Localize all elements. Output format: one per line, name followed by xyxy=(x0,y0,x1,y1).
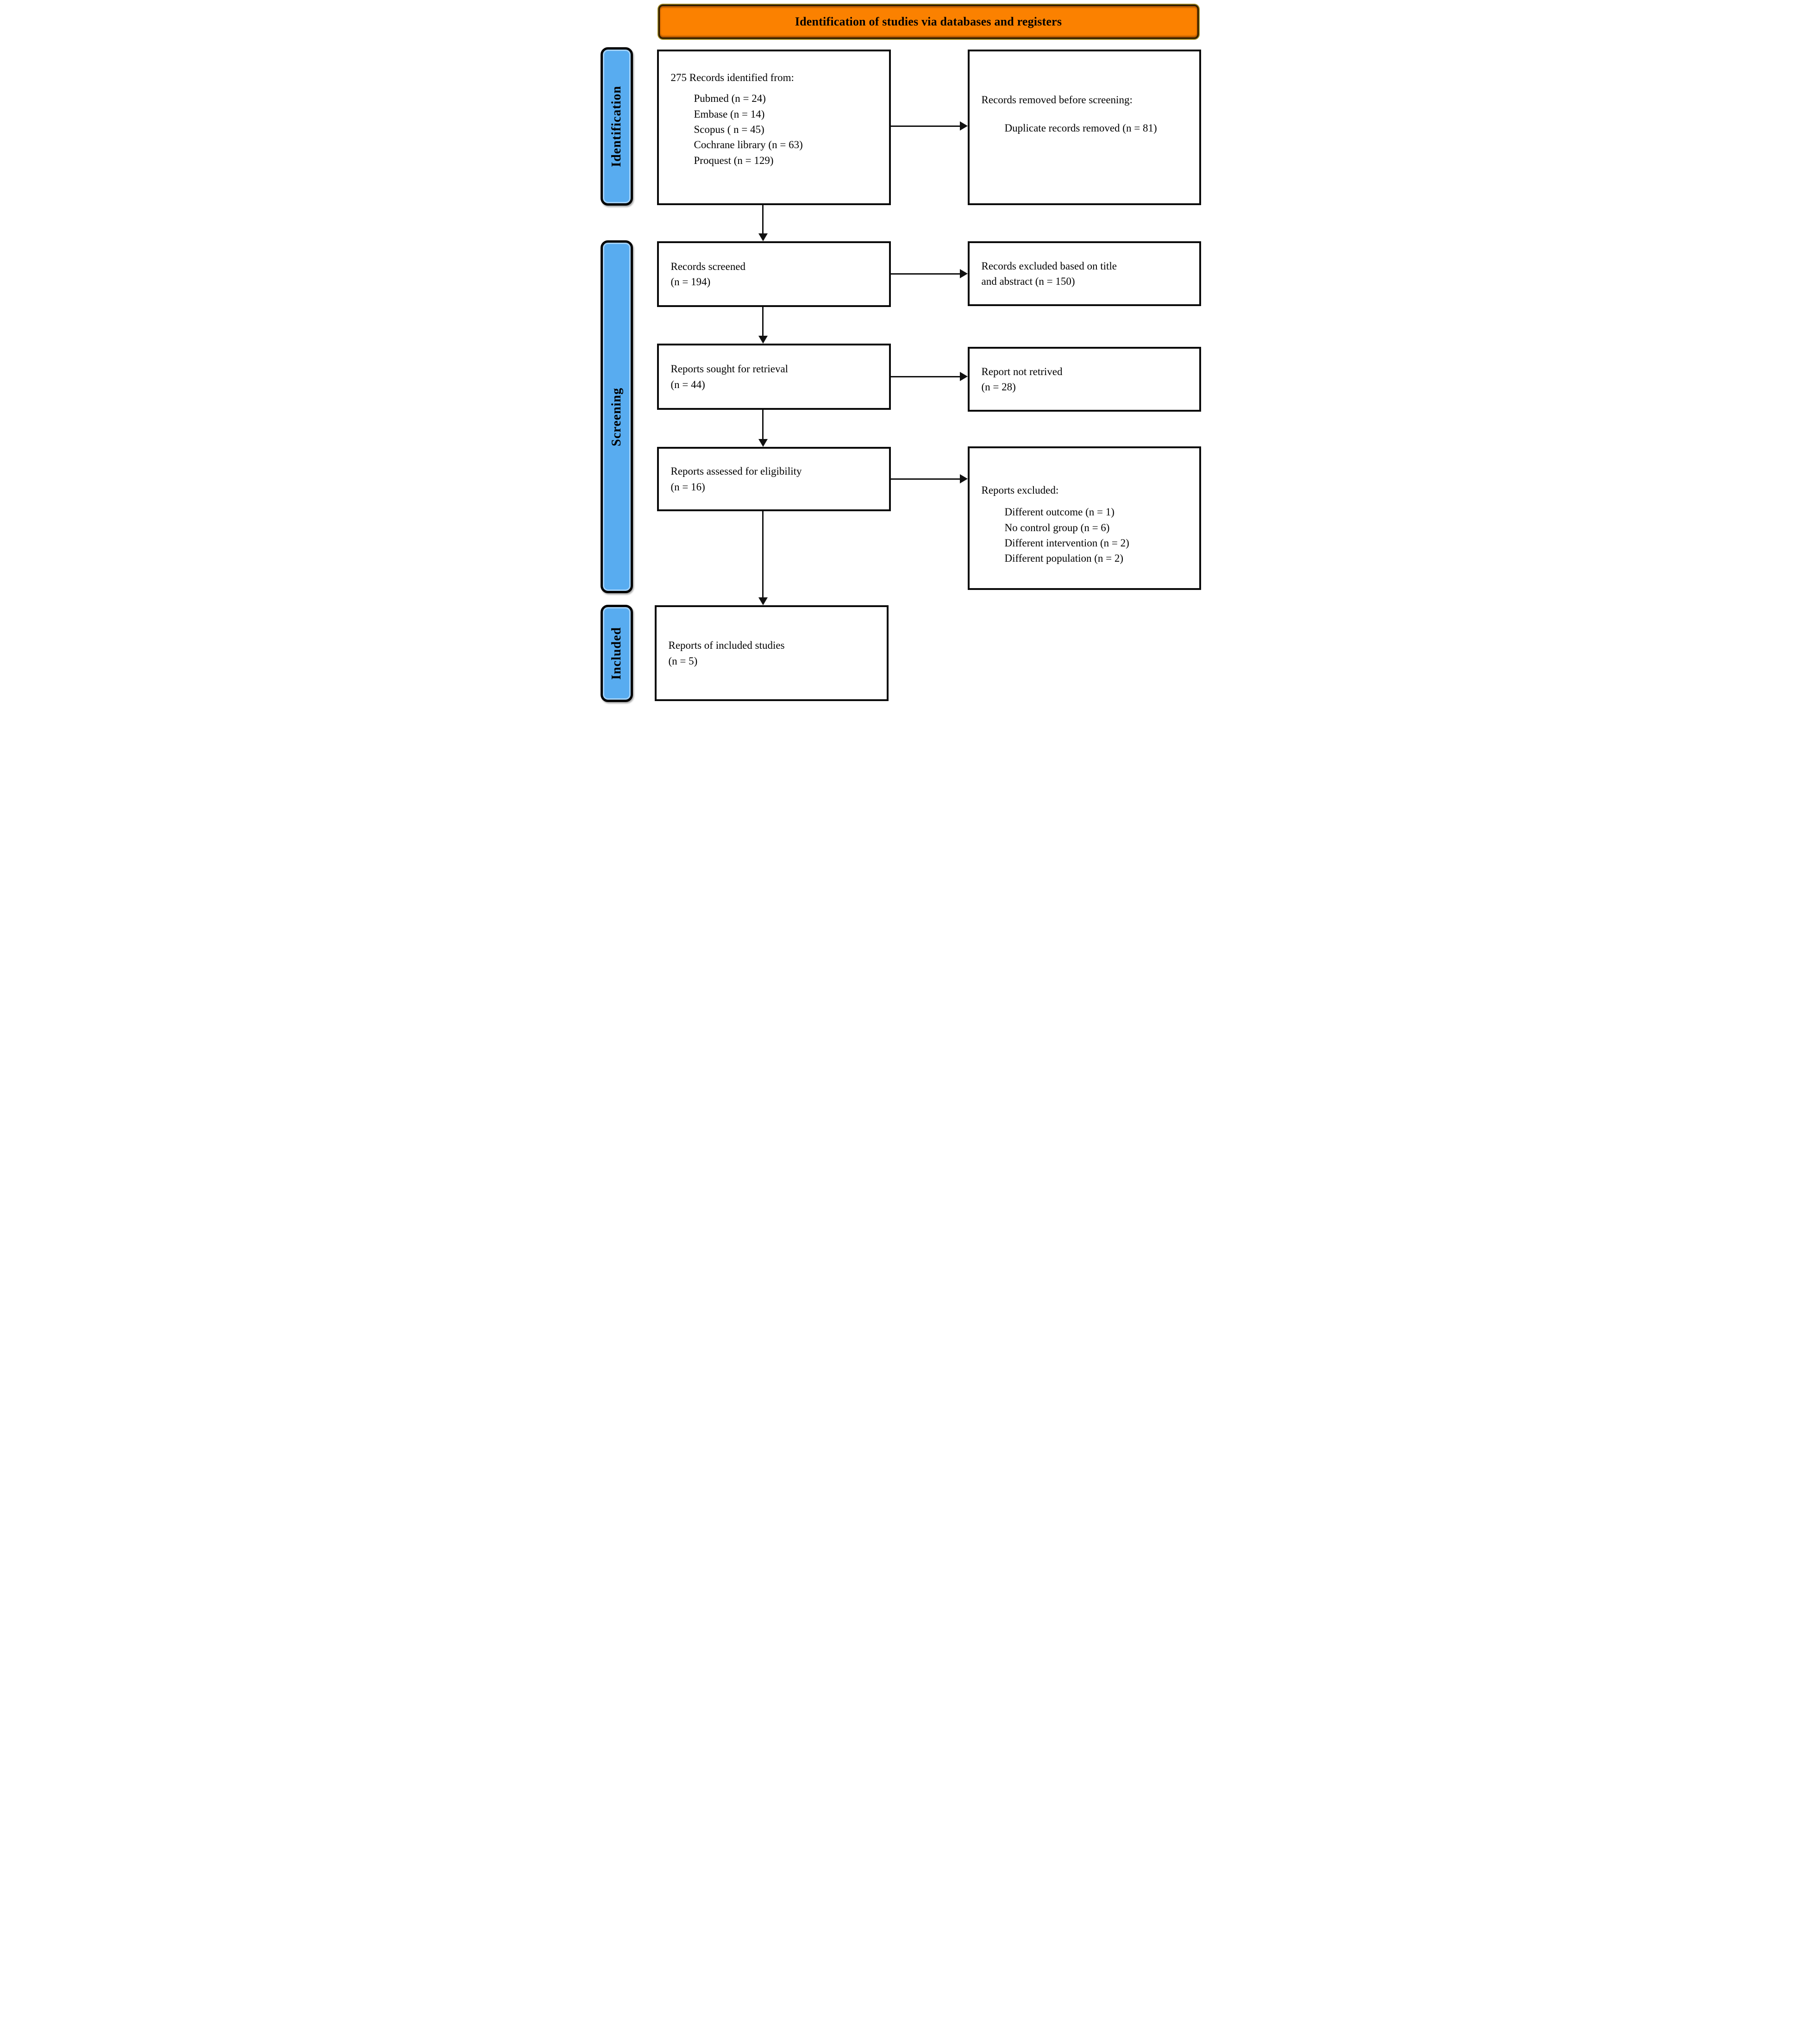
reports-sought-line2: (n = 44) xyxy=(670,378,705,390)
flow-arrow-right-identified-to-removed xyxy=(891,121,968,131)
stage-label-screening xyxy=(601,240,633,593)
list-item: Duplicate records removed (n = 81) xyxy=(1004,122,1157,134)
reports-not-retrieved-line1: Report not retrived xyxy=(981,365,1063,377)
stage-label-screening-text: Screening xyxy=(609,387,624,446)
list-item: No control group (n = 6) xyxy=(1004,521,1110,533)
arrow-shaft xyxy=(891,376,961,377)
box-reports-sought xyxy=(657,344,891,410)
box-records-identified xyxy=(657,50,891,205)
reports-included-line2: (n = 5) xyxy=(668,655,698,667)
records-removed-list xyxy=(982,120,1193,136)
arrow-head-down-icon xyxy=(758,597,768,605)
flow-arrow-down-screened-to-sought xyxy=(758,307,768,344)
reports-assessed-line1: Reports assessed for eligibility xyxy=(670,465,802,477)
flow-arrow-down-sought-to-assessed xyxy=(758,410,768,447)
reports-sought-line1: Reports sought for retrieval xyxy=(670,363,789,375)
arrow-head-down-icon xyxy=(758,439,768,447)
list-item: Embase (n = 14) xyxy=(694,108,765,120)
diagram-title-banner xyxy=(658,5,1199,39)
reports-included-line1: Reports of included studies xyxy=(668,640,785,652)
box-records-screened xyxy=(657,241,891,307)
records-excluded-line2: and abstract (n = 150) xyxy=(981,276,1075,287)
flow-arrow-right-sought-to-not-retrieved xyxy=(891,372,968,381)
arrow-shaft xyxy=(891,273,961,275)
arrow-head-down-icon xyxy=(758,233,768,241)
list-item: Different outcome (n = 1) xyxy=(1004,506,1115,518)
arrow-head-right-icon xyxy=(960,269,968,278)
stage-label-included xyxy=(601,605,633,702)
flow-arrow-right-screened-to-excluded xyxy=(891,269,968,278)
arrow-head-right-icon xyxy=(960,121,968,131)
prisma-flow-diagram xyxy=(590,0,1226,715)
list-item: Cochrane library (n = 63) xyxy=(694,139,803,151)
records-identified-list xyxy=(671,91,882,168)
arrow-shaft xyxy=(762,307,764,337)
records-excluded-line1: Records excluded based on title xyxy=(981,260,1117,272)
stage-label-identification xyxy=(601,47,633,206)
flow-arrow-down-assessed-to-included xyxy=(758,511,768,605)
reports-assessed-line2: (n = 16) xyxy=(670,481,705,493)
diagram-title: Identification of studies via databases and registers xyxy=(795,15,1062,28)
arrow-head-down-icon xyxy=(758,336,768,344)
list-item: Proquest (n = 129) xyxy=(694,154,774,166)
list-item: Different intervention (n = 2) xyxy=(1004,537,1129,549)
records-screened-line2: (n = 194) xyxy=(670,276,711,288)
flow-arrow-right-assessed-to-excluded xyxy=(891,474,968,483)
box-reports-excluded xyxy=(968,446,1201,590)
arrow-shaft xyxy=(762,410,764,440)
arrow-shaft xyxy=(762,511,764,599)
arrow-head-right-icon xyxy=(960,372,968,381)
box-reports-included xyxy=(655,605,889,701)
reports-not-retrieved-line2: (n = 28) xyxy=(981,381,1016,393)
arrow-shaft xyxy=(891,478,961,480)
box-records-excluded xyxy=(968,241,1201,306)
box-reports-not-retrieved xyxy=(968,347,1201,412)
list-item: Scopus ( n = 45) xyxy=(694,124,764,136)
box-reports-assessed xyxy=(657,447,891,511)
arrow-shaft xyxy=(891,125,961,127)
stage-label-included-text: Included xyxy=(609,627,624,680)
list-item: Pubmed (n = 24) xyxy=(694,93,766,105)
box-records-removed xyxy=(968,50,1201,205)
stage-label-identification-text: Identification xyxy=(609,86,624,167)
records-screened-line1: Records screened xyxy=(670,260,746,272)
flow-arrow-down-identified-to-screened xyxy=(758,205,768,241)
list-item: Different population (n = 2) xyxy=(1004,552,1124,564)
records-removed-heading: Records removed before screening: xyxy=(981,94,1133,106)
reports-excluded-heading: Reports excluded: xyxy=(981,484,1059,496)
arrow-head-right-icon xyxy=(960,474,968,483)
records-identified-heading: 275 Records identified from: xyxy=(670,72,794,83)
arrow-shaft xyxy=(762,205,764,235)
reports-excluded-list xyxy=(982,504,1193,566)
